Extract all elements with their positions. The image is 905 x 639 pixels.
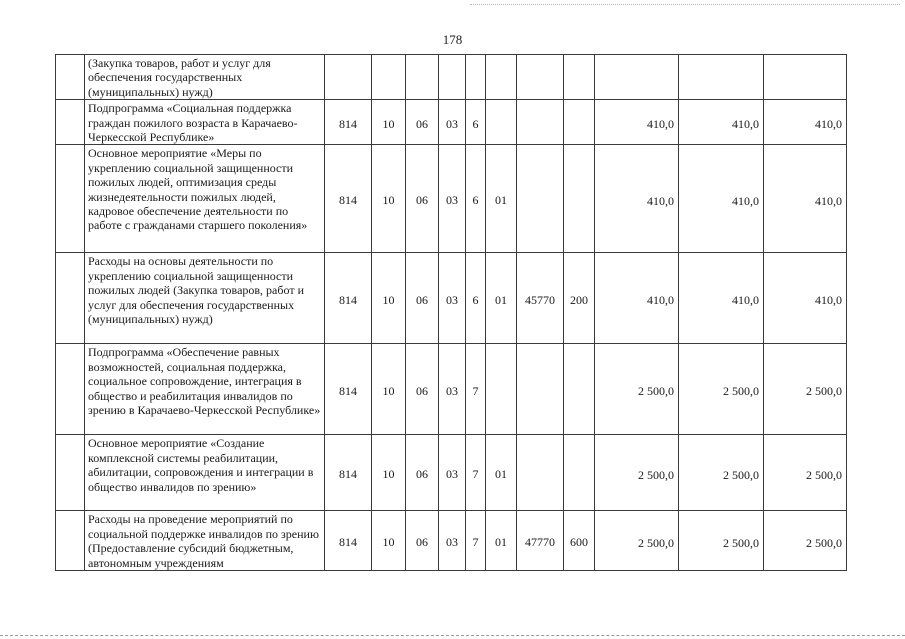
code-cell-c7 (517, 435, 564, 511)
amount-cell-sum2: 410,0 (679, 145, 764, 253)
row-index-cell (56, 100, 85, 145)
code-cell-c8 (564, 435, 595, 511)
code-cell-c7: 45770 (517, 253, 564, 344)
row-index-cell (56, 55, 85, 100)
amount-cell-sum3: 410,0 (764, 145, 847, 253)
amount-cell-sum2: 2 500,0 (679, 344, 764, 435)
code-cell-c2: 10 (372, 435, 406, 511)
code-cell-c5: 6 (466, 253, 486, 344)
code-cell-c7 (517, 55, 564, 100)
code-cell-c3 (406, 55, 439, 100)
code-cell-c4 (439, 55, 466, 100)
item-name-cell: Подпрограмма «Обеспечение равных возможностей, социальная поддержка, социальное сопровождение, интеграция в общество и реабилитация инвалидов по зрению в Карачаево-Черкесской Республике» (85, 344, 325, 435)
table-row (56, 344, 847, 435)
item-name-cell: Расходы на основы деятельности по укреплению социальной защищенности пожилых людей (Закупка товаров, работ и услуг для обеспечения государственных (муниципальных) нужд) (85, 253, 325, 344)
code-cell-c4: 03 (439, 145, 466, 253)
table-row (56, 511, 847, 571)
code-cell-c2: 10 (372, 253, 406, 344)
code-cell-c7 (517, 344, 564, 435)
code-cell-c8: 200 (564, 253, 595, 344)
scan-bottom-edge (0, 635, 905, 637)
code-cell-c5: 7 (466, 511, 486, 571)
amount-cell-sum2 (679, 55, 764, 100)
row-index-cell (56, 145, 85, 253)
amount-cell-sum3: 410,0 (764, 100, 847, 145)
amount-cell-sum2: 2 500,0 (679, 435, 764, 511)
row-index-cell (56, 435, 85, 511)
code-cell-c4: 03 (439, 435, 466, 511)
code-cell-c8 (564, 55, 595, 100)
row-index-cell (56, 511, 85, 571)
code-cell-c1: 814 (325, 253, 372, 344)
code-cell-c6 (486, 100, 517, 145)
table-row (56, 100, 847, 145)
code-cell-c1: 814 (325, 435, 372, 511)
code-cell-c8 (564, 100, 595, 145)
item-name-cell: Расходы на проведение мероприятий по социальной поддержке инвалидов по зрению (Предоставление субсидий бюджетным, автономным учреждениям (85, 511, 325, 571)
code-cell-c7: 47770 (517, 511, 564, 571)
code-cell-c8: 600 (564, 511, 595, 571)
table-row (56, 435, 847, 511)
code-cell-c8 (564, 344, 595, 435)
code-cell-c8 (564, 145, 595, 253)
code-cell-c4: 03 (439, 253, 466, 344)
amount-cell-sum1: 2 500,0 (595, 435, 679, 511)
code-cell-c1 (325, 55, 372, 100)
amount-cell-sum1: 2 500,0 (595, 511, 679, 571)
code-cell-c2: 10 (372, 511, 406, 571)
code-cell-c3: 06 (406, 344, 439, 435)
row-index-cell (56, 344, 85, 435)
item-name-cell: (Закупка товаров, работ и услуг для обеспечения государственных (муниципальных) нужд) (85, 55, 325, 100)
code-cell-c1: 814 (325, 145, 372, 253)
item-name-cell: Подпрограмма «Социальная поддержка граждан пожилого возраста в Карачаево-Черкесской Республике» (85, 100, 325, 145)
code-cell-c3: 06 (406, 100, 439, 145)
code-cell-c5: 7 (466, 435, 486, 511)
code-cell-c7 (517, 145, 564, 253)
code-cell-c3: 06 (406, 435, 439, 511)
amount-cell-sum3 (764, 55, 847, 100)
amount-cell-sum1: 410,0 (595, 145, 679, 253)
code-cell-c3: 06 (406, 511, 439, 571)
amount-cell-sum3: 410,0 (764, 253, 847, 344)
amount-cell-sum3: 2 500,0 (764, 435, 847, 511)
code-cell-c2: 10 (372, 145, 406, 253)
code-cell-c6: 01 (486, 145, 517, 253)
code-cell-c6: 01 (486, 253, 517, 344)
budget-table (55, 54, 847, 571)
amount-cell-sum1 (595, 55, 679, 100)
code-cell-c1: 814 (325, 100, 372, 145)
code-cell-c4: 03 (439, 100, 466, 145)
code-cell-c2 (372, 55, 406, 100)
code-cell-c4: 03 (439, 511, 466, 571)
code-cell-c7 (517, 100, 564, 145)
item-name-cell: Основное мероприятие «Создание комплексной системы реабилитации, абилитации, сопровождения и интеграции в общество инвалидов по зрению» (85, 435, 325, 511)
item-name-cell: Основное мероприятие «Меры по укреплению социальной защищенности пожилых людей, оптимизация среды жизнедеятельности пожилых людей, кадровое обеспечение деятельности по работе с гражданами старшего поколения» (85, 145, 325, 253)
amount-cell-sum1: 2 500,0 (595, 344, 679, 435)
code-cell-c6 (486, 55, 517, 100)
code-cell-c3: 06 (406, 145, 439, 253)
code-cell-c5: 6 (466, 145, 486, 253)
code-cell-c2: 10 (372, 344, 406, 435)
code-cell-c1: 814 (325, 344, 372, 435)
amount-cell-sum1: 410,0 (595, 253, 679, 344)
code-cell-c1: 814 (325, 511, 372, 571)
code-cell-c3: 06 (406, 253, 439, 344)
table-row (56, 55, 847, 100)
row-index-cell (56, 253, 85, 344)
table-row (56, 253, 847, 344)
page-number: 178 (442, 32, 463, 47)
code-cell-c5: 6 (466, 100, 486, 145)
code-cell-c5: 7 (466, 344, 486, 435)
code-cell-c2: 10 (372, 100, 406, 145)
code-cell-c6: 01 (486, 511, 517, 571)
code-cell-c6 (486, 344, 517, 435)
amount-cell-sum1: 410,0 (595, 100, 679, 145)
amount-cell-sum2: 2 500,0 (679, 511, 764, 571)
amount-cell-sum2: 410,0 (679, 100, 764, 145)
code-cell-c6: 01 (486, 435, 517, 511)
amount-cell-sum3: 2 500,0 (764, 344, 847, 435)
code-cell-c5 (466, 55, 486, 100)
amount-cell-sum2: 410,0 (679, 253, 764, 344)
scan-top-edge (470, 4, 900, 6)
amount-cell-sum3: 2 500,0 (764, 511, 847, 571)
table-row (56, 145, 847, 253)
code-cell-c4: 03 (439, 344, 466, 435)
